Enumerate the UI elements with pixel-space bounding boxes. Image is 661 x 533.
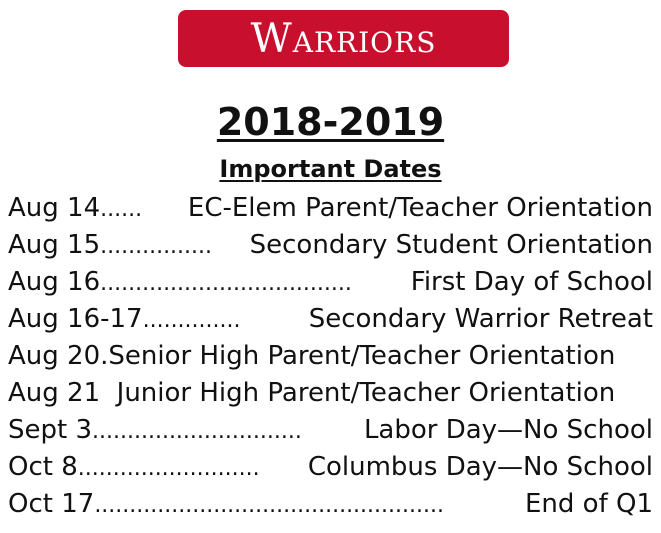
leader-dots: ...... <box>100 197 143 222</box>
date-event-text: Aug 20.Senior High Parent/Teacher Orientation <box>8 341 616 371</box>
school-year-title: 2018-2019 <box>216 100 445 144</box>
leader-dots: .................................................. <box>94 493 444 518</box>
event-label: Labor Day—No School <box>363 415 653 445</box>
date-row-aug-20 <box>8 341 653 378</box>
event-label: End of Q1 <box>524 489 653 519</box>
date-row-oct-8 <box>8 452 653 489</box>
leader-dots: .............. <box>142 308 241 333</box>
event-label: Secondary Warrior Retreat <box>308 304 653 334</box>
event-label: EC-Elem Parent/Teacher Orientation <box>187 193 653 223</box>
date-label: Aug 16 <box>8 267 101 297</box>
important-dates-list <box>8 193 653 526</box>
important-dates-heading: Important Dates <box>219 155 442 183</box>
date-row-sept-3 <box>8 415 653 452</box>
leader-dots: ................ <box>100 234 213 259</box>
date-label: Aug 14 <box>8 193 101 223</box>
date-label: Oct 17 <box>8 489 95 519</box>
leader-dots: .......................... <box>77 456 260 481</box>
date-row-aug-16 <box>8 267 653 304</box>
date-row-aug-15 <box>8 230 653 267</box>
date-row-aug-16-17 <box>8 304 653 341</box>
leader-dots: .................................... <box>100 271 352 296</box>
logo-text: Warriors <box>250 15 437 62</box>
date-label: Aug 16-17 <box>8 304 143 334</box>
event-label: Columbus Day—No School <box>307 452 653 482</box>
leader-dots: .............................. <box>92 419 302 444</box>
event-label: Secondary Student Orientation <box>249 230 653 260</box>
date-label: Aug 15 <box>8 230 101 260</box>
date-label: Oct 8 <box>8 452 78 482</box>
date-event-text: Aug 21 Junior High Parent/Teacher Orientation <box>8 378 616 408</box>
date-row-aug-14 <box>8 193 653 230</box>
event-label: First Day of School <box>410 267 653 297</box>
warriors-logo-banner <box>178 10 509 67</box>
date-label: Sept 3 <box>8 415 93 445</box>
date-row-aug-21 <box>8 378 653 415</box>
date-row-oct-17 <box>8 489 653 526</box>
